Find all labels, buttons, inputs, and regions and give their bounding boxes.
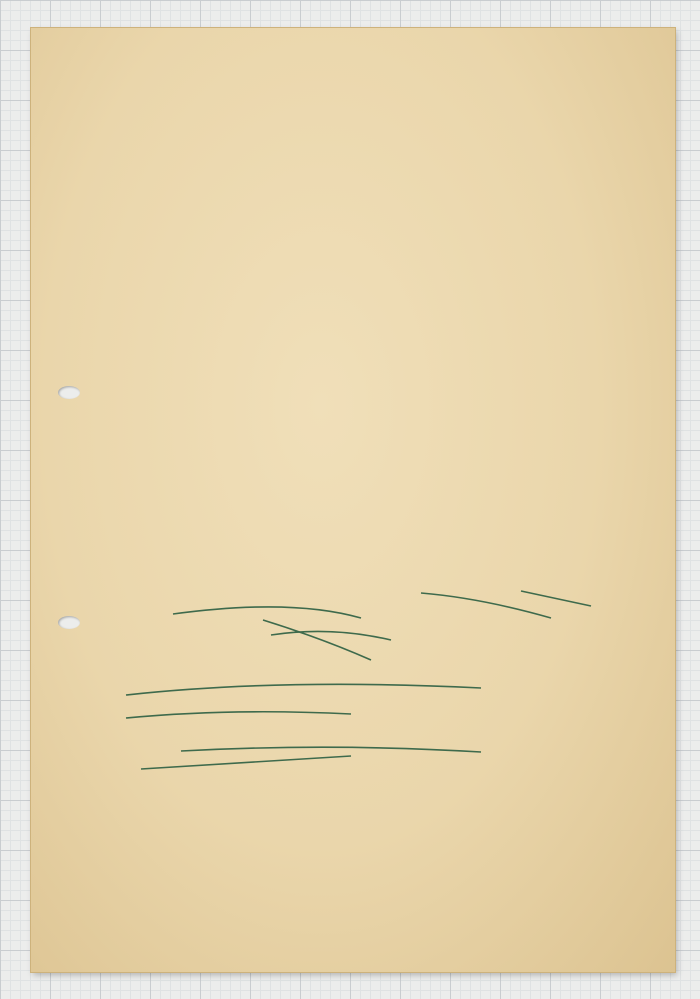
punch-hole: [58, 616, 80, 629]
punch-hole: [58, 386, 80, 399]
document-page: [31, 28, 675, 972]
strikethrough-lines: [31, 28, 675, 972]
